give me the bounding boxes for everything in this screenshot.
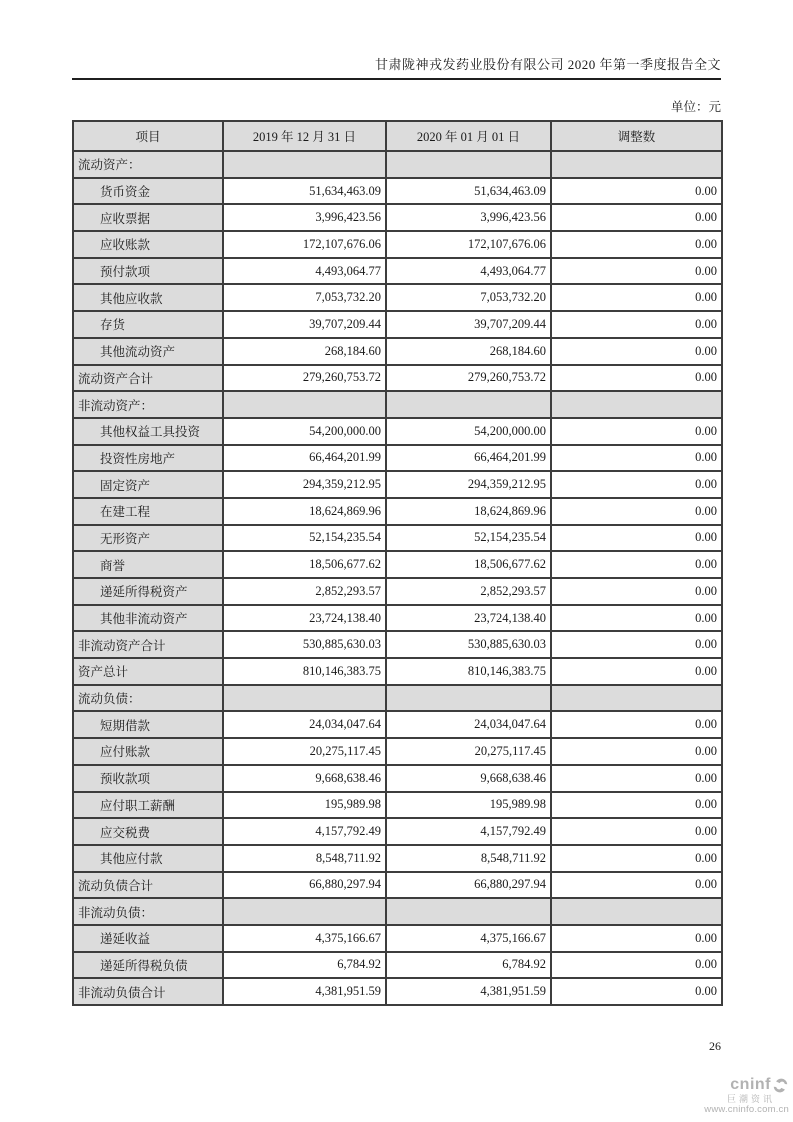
column-header-adjustment: 调整数	[551, 121, 722, 151]
cninfo-logo-top	[697, 1077, 789, 1094]
cell-2019: 268,184.60	[223, 338, 386, 365]
cell-2019: 530,885,630.03	[223, 631, 386, 658]
cell-adjust: 0.00	[551, 551, 722, 578]
cninfo-logo-text: cninf	[730, 1075, 771, 1093]
row-label: 递延收益	[73, 925, 223, 952]
row-label: 应付账款	[73, 738, 223, 765]
cell-2020: 279,260,753.72	[386, 365, 551, 392]
table-row	[73, 204, 722, 231]
cell-2020: 294,359,212.95	[386, 471, 551, 498]
cell-2020: 66,464,201.99	[386, 445, 551, 472]
cninfo-logo	[697, 1077, 789, 1115]
cell-2019: 54,200,000.00	[223, 418, 386, 445]
table-row	[73, 258, 722, 285]
cell-adjust: 0.00	[551, 258, 722, 285]
row-label: 资产总计	[73, 658, 223, 685]
cell-2020: 9,668,638.46	[386, 765, 551, 792]
cell-adjust: 0.00	[551, 525, 722, 552]
row-label: 无形资产	[73, 525, 223, 552]
row-label: 非流动负债合计	[73, 978, 223, 1005]
table-row	[73, 658, 722, 685]
cell-2020: 23,724,138.40	[386, 605, 551, 632]
cell-2019: 4,493,064.77	[223, 258, 386, 285]
cell-adjust: 0.00	[551, 818, 722, 845]
cell-2020: 172,107,676.06	[386, 231, 551, 258]
unit-label: 单位：元	[670, 100, 721, 114]
cell-2019: 6,784.92	[223, 952, 386, 979]
table-row	[73, 818, 722, 845]
cell-2020: 4,157,792.49	[386, 818, 551, 845]
cell-2019: 8,548,711.92	[223, 845, 386, 872]
cell-2019: 66,464,201.99	[223, 445, 386, 472]
table-row	[73, 578, 722, 605]
cell-2020: 7,053,732.20	[386, 284, 551, 311]
table-row	[73, 685, 722, 712]
cell-2020	[386, 391, 551, 418]
cell-2019: 172,107,676.06	[223, 231, 386, 258]
cell-2020: 8,548,711.92	[386, 845, 551, 872]
row-label: 流动资产：	[73, 151, 223, 178]
row-label: 商誉	[73, 551, 223, 578]
page-number: 26	[709, 1039, 721, 1053]
row-label: 其他应收款	[73, 284, 223, 311]
table-row	[73, 178, 722, 205]
table-row	[73, 525, 722, 552]
cell-adjust: 0.00	[551, 925, 722, 952]
cell-2019: 2,852,293.57	[223, 578, 386, 605]
cell-adjust: 0.00	[551, 658, 722, 685]
cninfo-logo-url: www.cninfo.com.cn	[704, 1104, 789, 1116]
cell-adjust: 0.00	[551, 284, 722, 311]
table-row	[73, 765, 722, 792]
table-row	[73, 631, 722, 658]
cell-2020: 51,634,463.09	[386, 178, 551, 205]
row-label: 流动负债：	[73, 685, 223, 712]
cell-2019	[223, 685, 386, 712]
table-row	[73, 952, 722, 979]
row-label: 非流动资产：	[73, 391, 223, 418]
cell-2019: 9,668,638.46	[223, 765, 386, 792]
header-row	[73, 121, 722, 151]
cell-adjust: 0.00	[551, 578, 722, 605]
cell-2019: 810,146,383.75	[223, 658, 386, 685]
table-row	[73, 231, 722, 258]
cell-2020: 3,996,423.56	[386, 204, 551, 231]
column-header-2019-12-31: 2019 年 12 月 31 日	[223, 121, 386, 151]
cell-2019: 294,359,212.95	[223, 471, 386, 498]
row-label: 投资性房地产	[73, 445, 223, 472]
balance-sheet-table	[72, 120, 723, 1006]
row-label: 其他流动资产	[73, 338, 223, 365]
cell-2019: 4,381,951.59	[223, 978, 386, 1005]
cell-2019: 23,724,138.40	[223, 605, 386, 632]
cell-2019: 4,157,792.49	[223, 818, 386, 845]
table-row	[73, 338, 722, 365]
cell-adjust: 0.00	[551, 498, 722, 525]
cell-2020: 195,989.98	[386, 792, 551, 819]
row-label: 其他非流动资产	[73, 605, 223, 632]
row-label: 应交税费	[73, 818, 223, 845]
cell-2020: 810,146,383.75	[386, 658, 551, 685]
cell-2019: 7,053,732.20	[223, 284, 386, 311]
table-row	[73, 792, 722, 819]
column-header-2020-01-01: 2020 年 01 月 01 日	[386, 121, 551, 151]
row-label: 递延所得税负债	[73, 952, 223, 979]
table-row	[73, 738, 722, 765]
cell-adjust: 0.00	[551, 765, 722, 792]
cell-adjust: 0.00	[551, 845, 722, 872]
cell-adjust: 0.00	[551, 338, 722, 365]
column-header-item: 项目	[73, 121, 223, 151]
cell-adjust: 0.00	[551, 978, 722, 1005]
cell-2019: 66,880,297.94	[223, 872, 386, 899]
table-row	[73, 978, 722, 1005]
cell-2019: 51,634,463.09	[223, 178, 386, 205]
cell-adjust: 0.00	[551, 792, 722, 819]
row-label: 应收账款	[73, 231, 223, 258]
cell-2019: 20,275,117.45	[223, 738, 386, 765]
row-label: 其他应付款	[73, 845, 223, 872]
row-label: 货币资金	[73, 178, 223, 205]
table-row	[73, 898, 722, 925]
report-header-title: 甘肃陇神戎发药业股份有限公司 2020 年第一季度报告全文	[72, 54, 721, 80]
cell-adjust: 0.00	[551, 204, 722, 231]
cell-adjust: 0.00	[551, 471, 722, 498]
cell-adjust	[551, 151, 722, 178]
table-row	[73, 872, 722, 899]
cell-adjust: 0.00	[551, 445, 722, 472]
table-row	[73, 925, 722, 952]
cell-adjust: 0.00	[551, 738, 722, 765]
row-label: 短期借款	[73, 711, 223, 738]
table-row	[73, 471, 722, 498]
cell-2019: 195,989.98	[223, 792, 386, 819]
cell-2020: 52,154,235.54	[386, 525, 551, 552]
cell-2020: 2,852,293.57	[386, 578, 551, 605]
table-row	[73, 845, 722, 872]
row-label: 应付职工薪酬	[73, 792, 223, 819]
table-header	[73, 121, 722, 151]
cninfo-logo-subtitle: 巨潮资讯	[726, 1093, 775, 1104]
cell-2019: 18,624,869.96	[223, 498, 386, 525]
cell-2020: 18,506,677.62	[386, 551, 551, 578]
cell-2019: 4,375,166.67	[223, 925, 386, 952]
table-row	[73, 498, 722, 525]
cell-adjust: 0.00	[551, 365, 722, 392]
cell-2019: 3,996,423.56	[223, 204, 386, 231]
cell-2020: 20,275,117.45	[386, 738, 551, 765]
table-row	[73, 365, 722, 392]
cell-2019: 18,506,677.62	[223, 551, 386, 578]
swirl-icon	[772, 1077, 789, 1094]
cell-adjust: 0.00	[551, 872, 722, 899]
cell-2019: 279,260,753.72	[223, 365, 386, 392]
cell-2020: 268,184.60	[386, 338, 551, 365]
table-row	[73, 391, 722, 418]
cell-adjust	[551, 898, 722, 925]
cell-2020: 4,493,064.77	[386, 258, 551, 285]
row-label: 非流动资产合计	[73, 631, 223, 658]
table-row	[73, 445, 722, 472]
cell-2019: 24,034,047.64	[223, 711, 386, 738]
table-row	[73, 418, 722, 445]
table-row	[73, 605, 722, 632]
table-row	[73, 284, 722, 311]
cell-2020: 66,880,297.94	[386, 872, 551, 899]
cell-2020: 6,784.92	[386, 952, 551, 979]
cell-2019: 39,707,209.44	[223, 311, 386, 338]
table-row	[73, 311, 722, 338]
cell-2019: 52,154,235.54	[223, 525, 386, 552]
cell-adjust: 0.00	[551, 418, 722, 445]
row-label: 流动资产合计	[73, 365, 223, 392]
cell-adjust: 0.00	[551, 231, 722, 258]
cell-adjust: 0.00	[551, 952, 722, 979]
cell-2020: 4,381,951.59	[386, 978, 551, 1005]
cell-adjust: 0.00	[551, 311, 722, 338]
cell-2020	[386, 151, 551, 178]
row-label: 预收款项	[73, 765, 223, 792]
table-row	[73, 151, 722, 178]
row-label: 递延所得税资产	[73, 578, 223, 605]
row-label: 非流动负债：	[73, 898, 223, 925]
cell-2019	[223, 898, 386, 925]
cell-2019	[223, 151, 386, 178]
row-label: 固定资产	[73, 471, 223, 498]
cell-2020: 530,885,630.03	[386, 631, 551, 658]
row-label: 存货	[73, 311, 223, 338]
table-row	[73, 551, 722, 578]
row-label: 应收票据	[73, 204, 223, 231]
cell-2020: 54,200,000.00	[386, 418, 551, 445]
cell-adjust: 0.00	[551, 711, 722, 738]
cell-2020: 24,034,047.64	[386, 711, 551, 738]
cell-2019	[223, 391, 386, 418]
cell-adjust	[551, 685, 722, 712]
row-label: 在建工程	[73, 498, 223, 525]
row-label: 流动负债合计	[73, 872, 223, 899]
balance-sheet-body	[73, 151, 722, 1005]
cell-2020: 4,375,166.67	[386, 925, 551, 952]
row-label: 其他权益工具投资	[73, 418, 223, 445]
cell-2020: 39,707,209.44	[386, 311, 551, 338]
row-label: 预付款项	[73, 258, 223, 285]
cell-adjust: 0.00	[551, 631, 722, 658]
table-row	[73, 711, 722, 738]
cell-2020	[386, 685, 551, 712]
cell-adjust: 0.00	[551, 178, 722, 205]
cell-2020: 18,624,869.96	[386, 498, 551, 525]
cell-adjust	[551, 391, 722, 418]
cell-adjust: 0.00	[551, 605, 722, 632]
cell-2020	[386, 898, 551, 925]
